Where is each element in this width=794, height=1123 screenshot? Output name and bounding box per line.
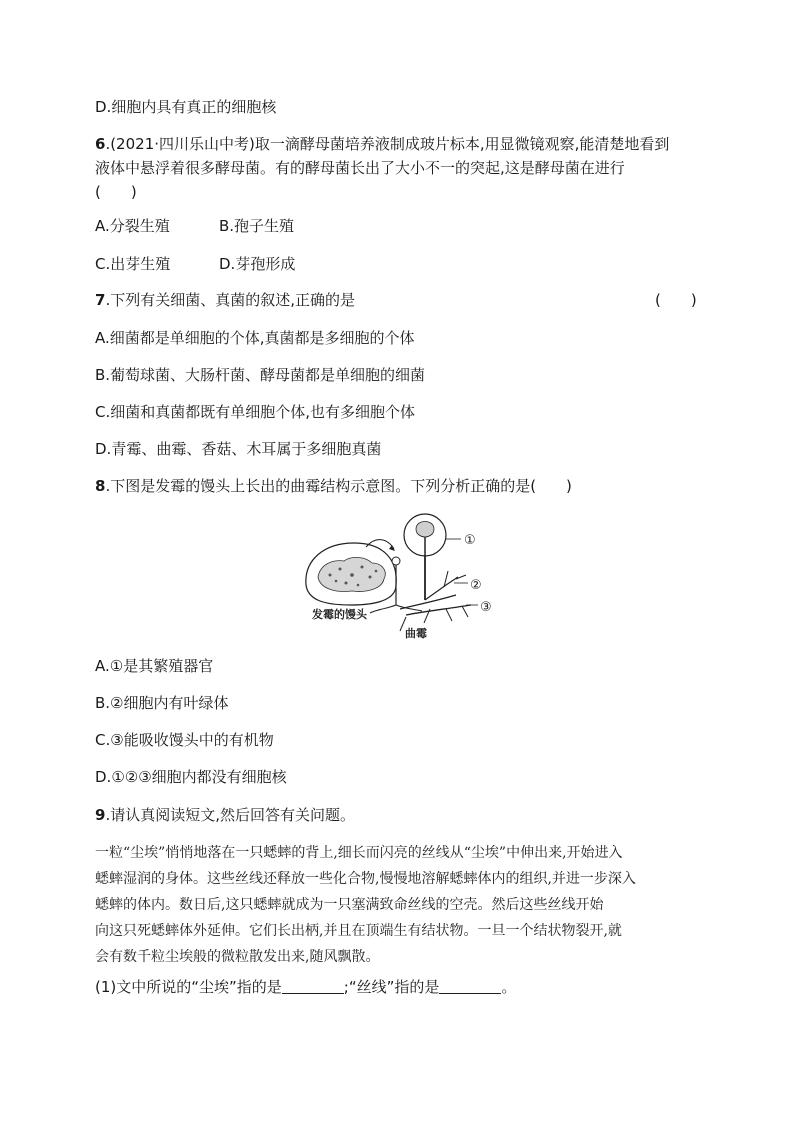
q7-option-b: B.葡萄球菌、大肠杆菌、酵母菌都是单细胞的细菌	[95, 366, 426, 384]
q6-option-d: D.芽孢形成	[219, 255, 296, 273]
q6-number: 6	[95, 135, 106, 153]
q6-stem-text1: .(2021·四川乐山中考)取一滴酵母菌培养液制成玻片标本,用显微镜观察,能清楚地看到	[105, 135, 670, 153]
q7-stem	[95, 290, 355, 310]
moldy-bun-illustration	[306, 543, 396, 605]
marker-1: ①	[464, 533, 476, 548]
q8-option-a: A.①是其繁殖器官	[95, 657, 214, 675]
hyphae-network	[400, 571, 471, 631]
q7-answer-paren: ( )	[655, 291, 697, 309]
q9-stem	[95, 805, 355, 825]
q9-passage	[95, 840, 700, 970]
q7-stem-text: .下列有关细菌、真菌的叙述,正确的是	[105, 291, 355, 309]
q9-sub1-text-a: (1)文中所说的“尘埃”指的是	[95, 978, 282, 996]
marker-3: ③	[480, 600, 492, 615]
q6-stem-line2: 液体中悬浮着很多酵母菌。有的酵母菌长出了大小不一的突起,这是酵母菌在进行	[95, 159, 625, 177]
q7-option-d: D.青霉、曲霉、香菇、木耳属于多细胞真菌	[95, 440, 382, 458]
passage-line-5: 会有数千粒尘埃般的微粒散发出来,随风飘散。	[95, 949, 380, 965]
q9-sub-question-1	[95, 977, 516, 997]
q7-option-a: A.细菌都是单细胞的个体,真菌都是多细胞的个体	[95, 329, 415, 347]
marker-2: ②	[470, 578, 482, 593]
q9-stem-text: .请认真阅读短文,然后回答有关问题。	[105, 806, 355, 824]
q8-number: 8	[95, 477, 106, 495]
q6-option-b: B.孢子生殖	[219, 217, 295, 235]
q8-option-d: D.①②③细胞内都没有细胞核	[95, 768, 287, 786]
q7-number: 7	[95, 291, 106, 309]
passage-line-2: 蟋蟀湿润的身体。这些丝线还释放一些化合物,慢慢地溶解蟋蟀体内的组织,并进一步深入	[95, 871, 636, 887]
aspergillus-figure	[296, 505, 511, 645]
q6-option-a: A.分裂生殖	[95, 217, 170, 235]
q5-option-d: D.细胞内具有真正的细胞核	[95, 98, 277, 116]
q6-option-c: C.出芽生殖	[95, 255, 171, 273]
q6-answer-paren: ( )	[95, 183, 137, 201]
answer-blank-thread[interactable]	[439, 978, 501, 994]
q9-sub1-text-c: 。	[501, 978, 517, 996]
q8-option-c: C.③能吸收馒头中的有机物	[95, 731, 274, 749]
passage-line-3: 蟋蟀的体内。数日后,这只蟋蟀就成为一只塞满致命丝线的空壳。然后这些丝线开始	[95, 897, 604, 913]
passage-line-4: 向这只死蟋蟀体外延伸。它们长出柄,并且在顶端生有结状物。一旦一个结状物裂开,就	[95, 923, 622, 939]
q7-option-c: C.细菌和真菌都既有单细胞个体,也有多细胞个体	[95, 403, 416, 421]
q8-stem-text: .下图是发霉的馒头上长出的曲霉结构示意图。下列分析正确的是( )	[105, 477, 572, 495]
q9-number: 9	[95, 806, 106, 824]
q8-stem	[95, 476, 572, 496]
q9-sub1-text-b: ;“丝线”指的是	[343, 978, 440, 996]
passage-line-1: 一粒“尘埃”悄悄地落在一只蟋蟀的背上,细长而闪亮的丝线从“尘埃”中伸出来,开始进入	[95, 845, 623, 861]
answer-blank-dust[interactable]	[282, 978, 344, 994]
label-moldy-bun: 发霉的馒头	[312, 608, 367, 621]
label-aspergillus: 曲霉	[405, 627, 427, 640]
q8-option-b: B.②细胞内有叶绿体	[95, 694, 229, 712]
q6-stem-line1	[95, 134, 669, 154]
